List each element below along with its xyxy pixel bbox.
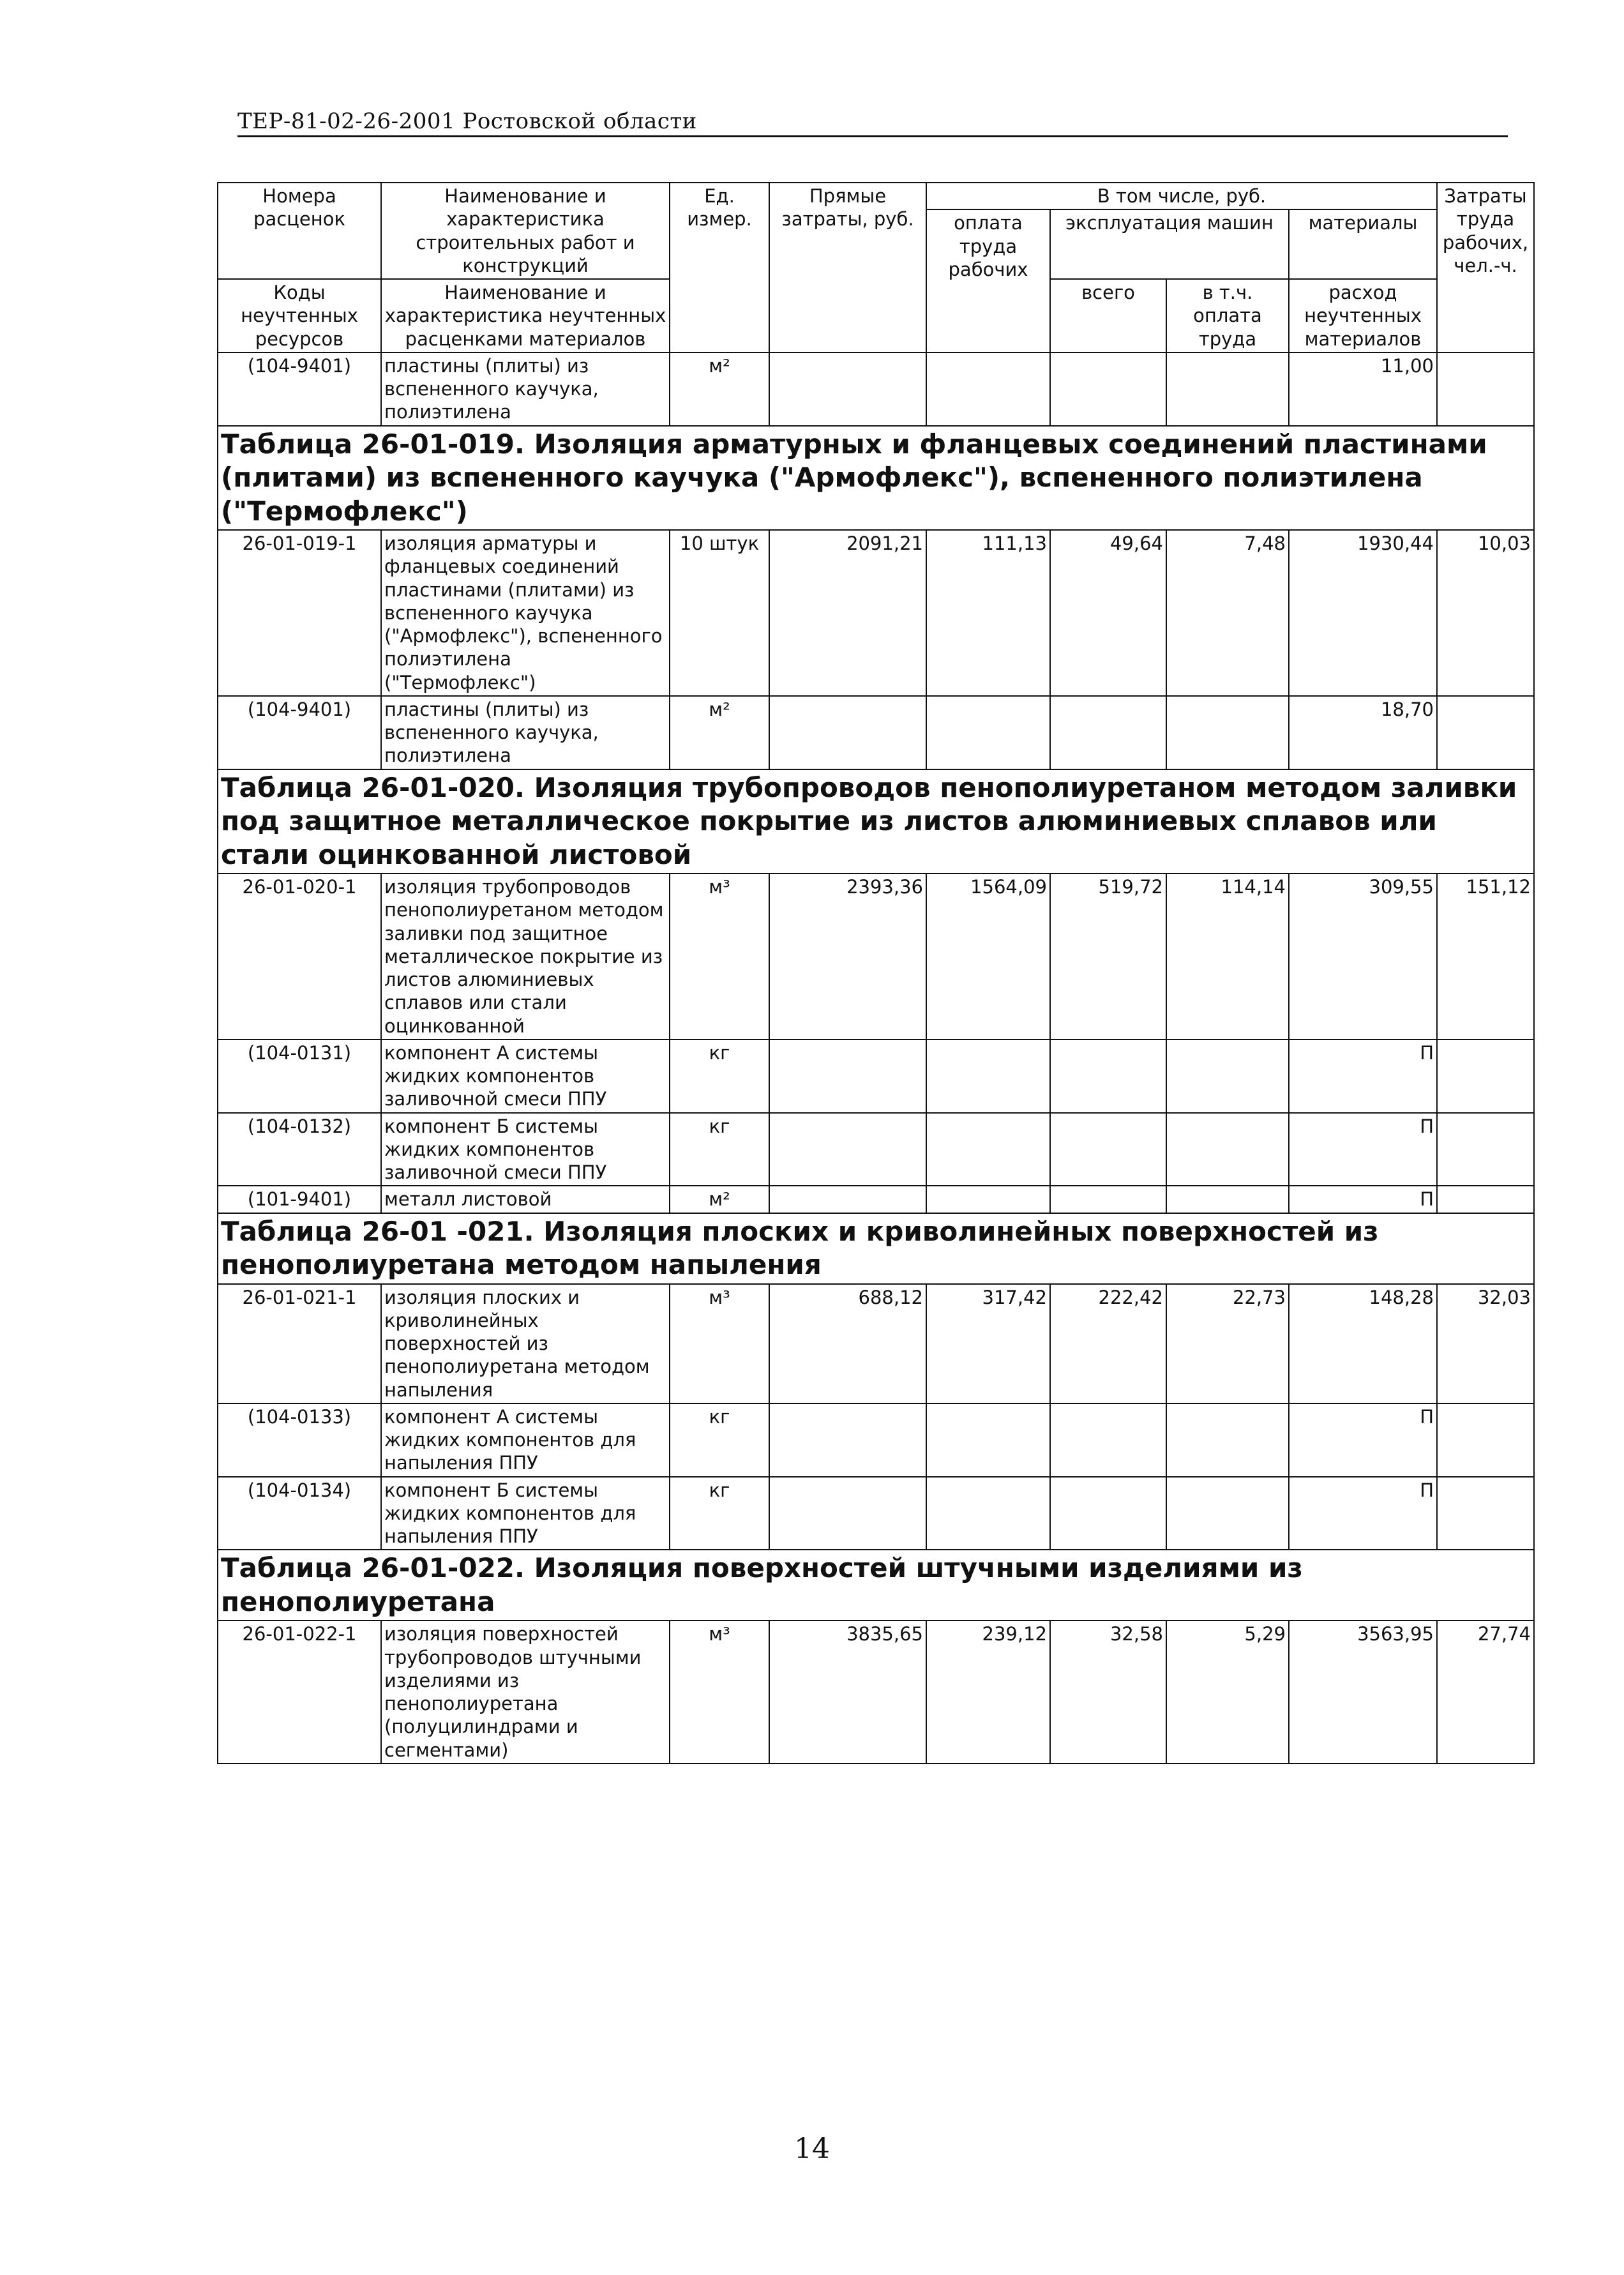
cell-materials: П xyxy=(1289,1039,1437,1113)
table-row xyxy=(218,1039,1534,1113)
cell-code: (104-9401) xyxy=(218,696,381,769)
cell-machines xyxy=(1050,1039,1166,1113)
cell-name: изоляция поверхностей трубопроводов штучными изделиями из пенополиуретана (полуцилиндрами и сегментами) xyxy=(381,1621,670,1764)
section-title: Таблица 26-01 -021. Изоляция плоских и криволинейных поверхностей из пенополиуретана методом напыления xyxy=(218,1213,1534,1284)
cell-name: компонент А системы жидких компонентов заливочной смеси ППУ xyxy=(381,1039,670,1113)
cell-machines xyxy=(1050,696,1166,769)
table-row xyxy=(218,873,1534,1039)
table-row xyxy=(218,1284,1534,1403)
cell-direct xyxy=(769,1039,926,1113)
cell-code: (104-9401) xyxy=(218,352,381,426)
cell-labor xyxy=(1437,352,1534,426)
cell-labor-pay xyxy=(926,1477,1050,1550)
cell-direct xyxy=(769,1186,926,1213)
cell-labor-pay: 317,42 xyxy=(926,1284,1050,1403)
header-machines: эксплуатация машин xyxy=(1050,209,1289,279)
cell-code: (104-0131) xyxy=(218,1039,381,1113)
cell-name: компонент Б системы жидких компонентов для напыления ППУ xyxy=(381,1477,670,1550)
cell-direct xyxy=(769,1477,926,1550)
section-title: Таблица 26-01-022. Изоляция поверхностей штучными изделиями из пенополиуретана xyxy=(218,1550,1534,1621)
cell-code: 26-01-020-1 xyxy=(218,873,381,1039)
cell-machines xyxy=(1050,352,1166,426)
cell-direct: 2393,36 xyxy=(769,873,926,1039)
header-labor-pay: оплата труда рабочих xyxy=(926,209,1050,352)
cell-machines-labor xyxy=(1166,696,1289,769)
running-head: ТЕР-81-02-26-2001 Ростовской области xyxy=(237,109,1508,137)
section-title: Таблица 26-01-019. Изоляция арматурных и фланцевых соединений пластинами (плитами) из вспененного каучука ("Армофлекс"), вспененного полиэтилена ("Термофлекс") xyxy=(218,426,1534,531)
header-materials-consumption: расход неучтенных материалов xyxy=(1289,279,1437,352)
cell-machines xyxy=(1050,1113,1166,1186)
cell-machines-labor xyxy=(1166,1039,1289,1113)
section-title-row xyxy=(218,1213,1534,1284)
cell-labor: 32,03 xyxy=(1437,1284,1534,1403)
cell-machines: 32,58 xyxy=(1050,1621,1166,1764)
cell-machines-labor xyxy=(1166,1186,1289,1213)
cell-labor xyxy=(1437,1477,1534,1550)
price-table-sheet xyxy=(217,182,1533,1764)
cell-labor-pay xyxy=(926,352,1050,426)
table-row xyxy=(218,1186,1534,1213)
cell-machines xyxy=(1050,1477,1166,1550)
cell-name: пластины (плиты) из вспененного каучука, полиэтилена xyxy=(381,352,670,426)
cell-materials: П xyxy=(1289,1113,1437,1186)
section-title: Таблица 26-01-020. Изоляция трубопроводов пенополиуретаном методом заливки под защитное металлическое покрытие из листов алюминиевых сплавов или стали оцинкованной листовой xyxy=(218,769,1534,874)
cell-direct: 2091,21 xyxy=(769,530,926,696)
header-materials: материалы xyxy=(1289,209,1437,279)
cell-machines: 222,42 xyxy=(1050,1284,1166,1403)
cell-direct xyxy=(769,696,926,769)
cell-machines-labor: 5,29 xyxy=(1166,1621,1289,1764)
cell-name: металл листовой xyxy=(381,1186,670,1213)
cell-machines-labor xyxy=(1166,1113,1289,1186)
cell-unit: кг xyxy=(670,1039,769,1113)
table-row xyxy=(218,1621,1534,1764)
header-machines-total: всего xyxy=(1050,279,1166,352)
table-row xyxy=(218,696,1534,769)
header-labor-costs: Затраты труда рабочих, чел.-ч. xyxy=(1437,183,1534,352)
header-direct-costs: Прямые затраты, руб. xyxy=(769,183,926,352)
cell-name: компонент Б системы жидких компонентов заливочной смеси ППУ xyxy=(381,1113,670,1186)
cell-labor xyxy=(1437,1403,1534,1477)
cell-labor-pay xyxy=(926,1403,1050,1477)
cell-labor xyxy=(1437,1039,1534,1113)
cell-name: изоляция трубопроводов пенополиуретаном методом заливки под защитное металлическое покрытие из листов алюминиевых сплавов или стали оцинкованной xyxy=(381,873,670,1039)
cell-machines-labor xyxy=(1166,1403,1289,1477)
cell-unit: м² xyxy=(670,352,769,426)
cell-machines: 519,72 xyxy=(1050,873,1166,1039)
cell-name: изоляция плоских и криволинейных поверхностей из пенополиуретана методом напыления xyxy=(381,1284,670,1403)
cell-unit: м³ xyxy=(670,1621,769,1764)
table-body xyxy=(218,183,1534,1764)
cell-code: 26-01-021-1 xyxy=(218,1284,381,1403)
cell-name: компонент А системы жидких компонентов для напыления ППУ xyxy=(381,1403,670,1477)
cell-code: (104-0134) xyxy=(218,1477,381,1550)
cell-labor-pay xyxy=(926,1113,1050,1186)
cell-labor: 151,12 xyxy=(1437,873,1534,1039)
header-unit: Ед. измер. xyxy=(670,183,769,352)
cell-materials: П xyxy=(1289,1403,1437,1477)
cell-materials: 3563,95 xyxy=(1289,1621,1437,1764)
cell-unit: м² xyxy=(670,696,769,769)
header-row-1 xyxy=(218,183,1534,209)
cell-unit: м² xyxy=(670,1186,769,1213)
cell-materials: 1930,44 xyxy=(1289,530,1437,696)
header-rate-number: Номера расценок xyxy=(218,183,381,279)
header-resource-codes: Коды неучтенных ресурсов xyxy=(218,279,381,352)
cell-code: 26-01-019-1 xyxy=(218,530,381,696)
cell-unit: кг xyxy=(670,1113,769,1186)
top-material-row xyxy=(218,352,1534,426)
table-row xyxy=(218,1113,1534,1186)
cell-labor: 10,03 xyxy=(1437,530,1534,696)
cell-unit: 10 штук xyxy=(670,530,769,696)
cell-direct xyxy=(769,1403,926,1477)
cell-labor-pay: 1564,09 xyxy=(926,873,1050,1039)
cell-materials: 18,70 xyxy=(1289,696,1437,769)
cell-materials: 148,28 xyxy=(1289,1284,1437,1403)
cell-labor-pay xyxy=(926,1186,1050,1213)
cell-labor-pay xyxy=(926,1039,1050,1113)
header-machines-labor: в т.ч. оплата труда xyxy=(1166,279,1289,352)
cell-materials: 11,00 xyxy=(1289,352,1437,426)
cell-labor-pay: 111,13 xyxy=(926,530,1050,696)
cell-direct: 3835,65 xyxy=(769,1621,926,1764)
cell-unit: кг xyxy=(670,1403,769,1477)
cell-name: изоляция арматуры и фланцевых соединений пластинами (плитами) из вспененного каучука ("Армофлекс"), вспененного полиэтилена ("Термофлекс") xyxy=(381,530,670,696)
header-work-name: Наименование и характеристика строительных работ и конструкций xyxy=(381,183,670,279)
cell-unit: м³ xyxy=(670,873,769,1039)
cell-code: (104-0133) xyxy=(218,1403,381,1477)
cell-labor xyxy=(1437,696,1534,769)
cell-unit: кг xyxy=(670,1477,769,1550)
section-title-row xyxy=(218,426,1534,531)
cell-labor xyxy=(1437,1113,1534,1186)
cell-labor: 27,74 xyxy=(1437,1621,1534,1764)
cell-machines-labor: 22,73 xyxy=(1166,1284,1289,1403)
cell-unit: м³ xyxy=(670,1284,769,1403)
cell-machines-labor: 114,14 xyxy=(1166,873,1289,1039)
cell-labor-pay: 239,12 xyxy=(926,1621,1050,1764)
cell-name: пластины (плиты) из вспененного каучука, полиэтилена xyxy=(381,696,670,769)
cell-materials: П xyxy=(1289,1186,1437,1213)
cell-labor-pay xyxy=(926,696,1050,769)
cell-machines-labor: 7,48 xyxy=(1166,530,1289,696)
section-title-row xyxy=(218,1550,1534,1621)
cell-direct: 688,12 xyxy=(769,1284,926,1403)
header-including: В том числе, руб. xyxy=(926,183,1437,209)
cell-code: 26-01-022-1 xyxy=(218,1621,381,1764)
cell-machines xyxy=(1050,1186,1166,1213)
header-material-name: Наименование и характеристика неучтенных расценками материалов xyxy=(381,279,670,352)
cell-labor xyxy=(1437,1186,1534,1213)
table-row xyxy=(218,1403,1534,1477)
cell-code: (101-9401) xyxy=(218,1186,381,1213)
cell-machines xyxy=(1050,1403,1166,1477)
cell-direct xyxy=(769,1113,926,1186)
cell-materials: П xyxy=(1289,1477,1437,1550)
cell-machines-labor xyxy=(1166,1477,1289,1550)
cell-machines-labor xyxy=(1166,352,1289,426)
price-table xyxy=(217,182,1535,1764)
table-row xyxy=(218,1477,1534,1550)
table-row xyxy=(218,530,1534,696)
cell-code: (104-0132) xyxy=(218,1113,381,1186)
cell-materials: 309,55 xyxy=(1289,873,1437,1039)
page-number: 14 xyxy=(794,2133,830,2165)
cell-machines: 49,64 xyxy=(1050,530,1166,696)
cell-direct xyxy=(769,352,926,426)
section-title-row xyxy=(218,769,1534,874)
